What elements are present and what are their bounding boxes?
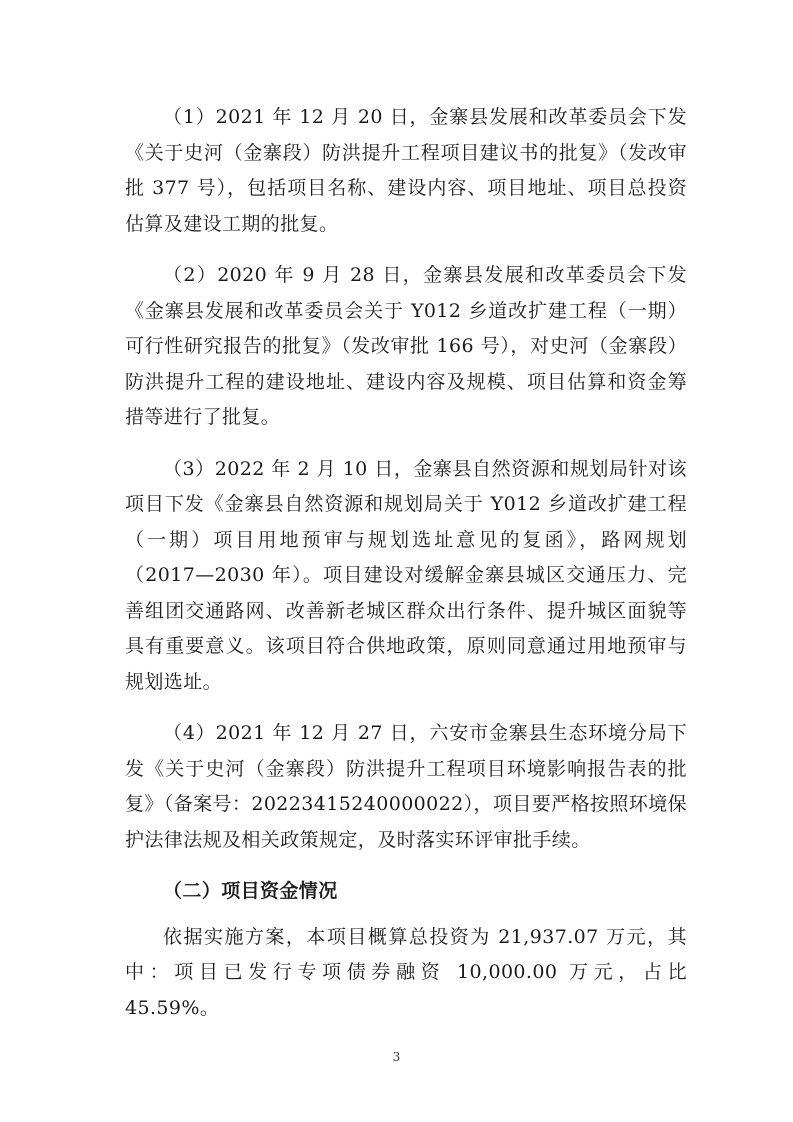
section-heading-funding: （二）项目资金情况 [163,880,338,902]
document-body [125,100,687,1032]
paragraph-approval-3: （3）2022 年 2 月 10 日，金寨县自然资源和规划局针对该项目下发《金寨县自然资源和规划局关于 Y012 乡道改扩建工程（一期）项目用地预审与规划选址意见的复函》，路网规划（2017—2030 年）。项目建设对缓解金寨县城区交通压力、完善组团交通路网、改善新老城区群众出行条件、提升城区面貌等具有重要意义。该项目符合供地政策，原则同意通过用地预审与规划选址。 [125,457,687,693]
paragraph-approval-1: （1）2021 年 12 月 20 日，金寨县发展和改革委员会下发《关于史河（金寨段）防洪提升工程项目建议书的批复》（发改审批 377 号），包括项目名称、建设内容、项目地址、项目总投资估算及建设工期的批复。 [125,106,687,235]
paragraph-approval-4: （4）2021 年 12 月 27 日，六安市金寨县生态环境分局下发《关于史河（金寨段）防洪提升工程项目环境影响报告表的批复》（备案号：20223415240000022），项目要严格按照环境保护法律法规及相关政策规定，及时落实环评审批手续。 [125,722,687,851]
page-number: 3 [392,1050,401,1064]
paragraph-approval-2: （2）2020 年 9 月 28 日，金寨县发展和改革委员会下发《金寨县发展和改革委员会关于 Y012 乡道改扩建工程（一期）可行性研究报告的批复》（发改审批 166 号），对史河（金寨段）防洪提升工程的建设地址、建设内容及规模、项目估算和资金筹措等进行了批复。 [125,264,687,428]
paragraph-funding: 依据实施方案，本项目概算总投资为 21,937.07 万元，其中：项目已发行专项债券融资 10,000.00 万元，占比 45.59%。 [125,925,687,1019]
